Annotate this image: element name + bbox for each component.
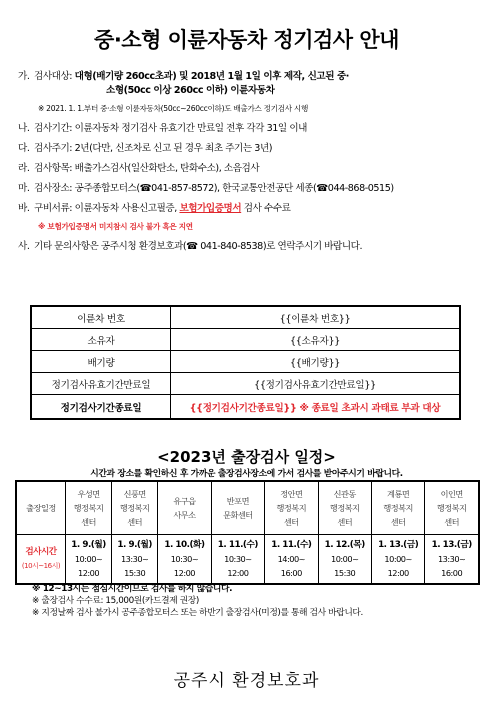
schedule-date: 1. 11.(수) xyxy=(271,540,312,550)
footnote: ※ 지정날짜 검사 불가시 공주종합모터스 또는 하반기 출장검사(미정)를 통해 검사 바랍니다. xyxy=(32,608,363,618)
schedule-place-row xyxy=(16,481,479,535)
schedule-date-cell xyxy=(66,535,112,585)
item-mark: 가. xyxy=(18,71,30,82)
row-header: 출장일정 xyxy=(16,481,66,535)
schedule-date: 1. 13.(금) xyxy=(378,540,419,550)
place-line: 센터 xyxy=(337,517,353,527)
table-row: 정기검사유효기간만료일 {{정기검사유효기간만료일}} xyxy=(31,373,460,395)
item-location: 마. 검사장소: 공주종합모터스(☎041-857-8572), 한국교통안전공단 세종(☎044-868-0515) xyxy=(18,183,394,194)
schedule-time: 10:00~ xyxy=(330,554,359,564)
time-header: 검사시간 (10시~16시) xyxy=(16,535,66,585)
schedule-date-cell xyxy=(425,535,479,585)
note-insurance: ※ 보험가입증명서 미지참시 검사 불가 혹은 지연 xyxy=(38,222,193,231)
schedule-time: 15:30 xyxy=(334,568,356,578)
schedule-date-cell xyxy=(112,535,158,585)
schedule-time: 14:00~ xyxy=(277,554,306,564)
vehicle-info-table xyxy=(30,305,461,420)
item-target xyxy=(18,70,483,84)
place-line: 행정복지 xyxy=(383,503,413,513)
schedule-time: 10:30~ xyxy=(170,554,199,564)
schedule-subtitle: 시간과 장소를 확인하신 후 가까운 출장검사장소에 가서 검사를 받아주시기 바랍니다. xyxy=(90,469,403,479)
table-row: 소유자 {{소유자}} xyxy=(31,329,460,351)
schedule-time: 13:30~ xyxy=(120,554,149,564)
table-row: 정기검사기간종료일 {{정기검사기간종료일}} ※ 종료일 초과시 과태료 부과 대상 xyxy=(31,395,460,420)
schedule-table xyxy=(15,480,480,585)
place-line: 사무소 xyxy=(173,510,196,520)
schedule-time: 16:00 xyxy=(280,568,302,578)
schedule-place-cell xyxy=(112,481,158,535)
schedule-place-cell xyxy=(425,481,479,535)
schedule-time: 13:30~ xyxy=(437,554,466,564)
schedule-place-cell xyxy=(265,481,318,535)
place-line: 센터 xyxy=(444,517,460,527)
place-line: 행정복지 xyxy=(436,503,467,513)
table-row: 이륜차 번호 {{이륜차 번호}} xyxy=(31,306,460,329)
item-target-cont xyxy=(18,84,483,98)
place-line: 신풍면 xyxy=(123,489,146,499)
schedule-time: 10:00~ xyxy=(74,554,103,564)
schedule-time: 10:30~ xyxy=(224,554,252,564)
info-items xyxy=(18,70,483,254)
schedule-time: 10:00~ xyxy=(384,554,412,564)
schedule-date: 1. 13.(금) xyxy=(431,540,472,550)
schedule-place-cell xyxy=(211,481,264,535)
schedule-place-cell xyxy=(66,481,112,535)
schedule-date-cell xyxy=(211,535,264,585)
table-row: 배기량 {{배기량}} xyxy=(31,351,460,373)
schedule-date-cell xyxy=(318,535,371,585)
place-line: 우성면 xyxy=(77,489,100,499)
schedule-date-cell xyxy=(158,535,211,585)
insurance-highlight: 보험가입증명서 xyxy=(179,203,242,214)
schedule-date: 1. 9.(월) xyxy=(71,540,106,550)
footnote: ※ 12~13시는 점심시간이므로 검사를 하지 않습니다. xyxy=(32,584,233,594)
item-label: 검사대상: xyxy=(34,71,75,82)
place-line: 문화센터 xyxy=(223,510,253,520)
place-line: 센터 xyxy=(127,517,143,527)
expiry-warning: {{정기검사기간종료일}} ※ 종료일 초과시 과태료 부과 대상 xyxy=(171,395,461,420)
item-bold-cont: 소형(50cc 이상 260cc 이하) 이륜자동차 xyxy=(106,85,275,96)
schedule-title: <2023년 출장검사 일정> xyxy=(157,448,336,466)
schedule-date: 1. 11.(수) xyxy=(217,540,258,550)
place-line: 행정복지 xyxy=(119,503,150,513)
schedule-time: 16:00 xyxy=(441,568,463,578)
schedule-date-cell xyxy=(265,535,318,585)
signature: 공주시 환경보호과 xyxy=(173,671,320,691)
place-line: 행정복지 xyxy=(73,503,104,513)
schedule-place-cell xyxy=(318,481,371,535)
item-period: 나. 검사기간: 이륜자동차 정기검사 유효기간 만료일 전후 각각 31일 이내 xyxy=(18,123,307,134)
place-line: 행정복지 xyxy=(329,503,360,513)
schedule-date: 1. 10.(화) xyxy=(164,540,205,550)
place-line: 행정복지 xyxy=(276,503,307,513)
footnotes xyxy=(32,583,363,619)
schedule-time: 15:30 xyxy=(124,568,146,578)
place-line: 계룡면 xyxy=(387,489,410,499)
place-line: 유구읍 xyxy=(173,496,196,506)
note-2021: ※ 2021. 1. 1.부터 중·소형 이륜자동차(50cc~260cc이하)도 배출가스 정기검사 시행 xyxy=(38,104,308,113)
schedule-time: 12:00 xyxy=(227,568,249,578)
schedule-time: 12:00 xyxy=(173,568,196,578)
place-line: 센터 xyxy=(390,517,406,527)
schedule-time: 12:00 xyxy=(78,568,100,578)
schedule-place-cell xyxy=(371,481,424,535)
place-line: 신관동 xyxy=(333,489,356,499)
page-title: 중·소형 이륜자동차 정기검사 안내 xyxy=(94,28,399,52)
place-line: 센터 xyxy=(81,517,96,527)
place-line: 센터 xyxy=(283,517,299,527)
schedule-date: 1. 12.(목) xyxy=(324,540,365,550)
item-bold-text: 대형(배기량 260cc초과) 및 2018년 1월 1일 이후 제작, 신고된 중· xyxy=(74,71,349,82)
schedule-date-cell xyxy=(371,535,424,585)
schedule-date: 1. 9.(월) xyxy=(117,540,152,550)
schedule-place-cell xyxy=(158,481,211,535)
schedule-date-row xyxy=(16,535,479,585)
item-cycle: 다. 검사주기: 2년(다만, 신조차로 신고 된 경우 최초 주기는 3년) xyxy=(18,143,273,154)
item-documents: 바. 구비서류: 이륜자동차 사용신고필증, 보험가입증명서 검사 수수료 xyxy=(18,203,291,214)
schedule-time: 12:00 xyxy=(387,568,409,578)
footnote: ※ 출장검사 수수료: 15,000원(카드결제 권장) xyxy=(32,596,199,606)
place-line: 이인면 xyxy=(440,489,463,499)
place-line: 반포면 xyxy=(226,496,249,506)
place-line: 정안면 xyxy=(280,489,303,499)
item-tests: 라. 검사항목: 배출가스검사(일산화탄소, 탄화수소), 소음검사 xyxy=(18,163,260,174)
item-contact: 사. 기타 문의사항은 공주시청 환경보호과(☎ 041-840-8538)로 연락주시기 바랍니다. xyxy=(18,241,363,252)
